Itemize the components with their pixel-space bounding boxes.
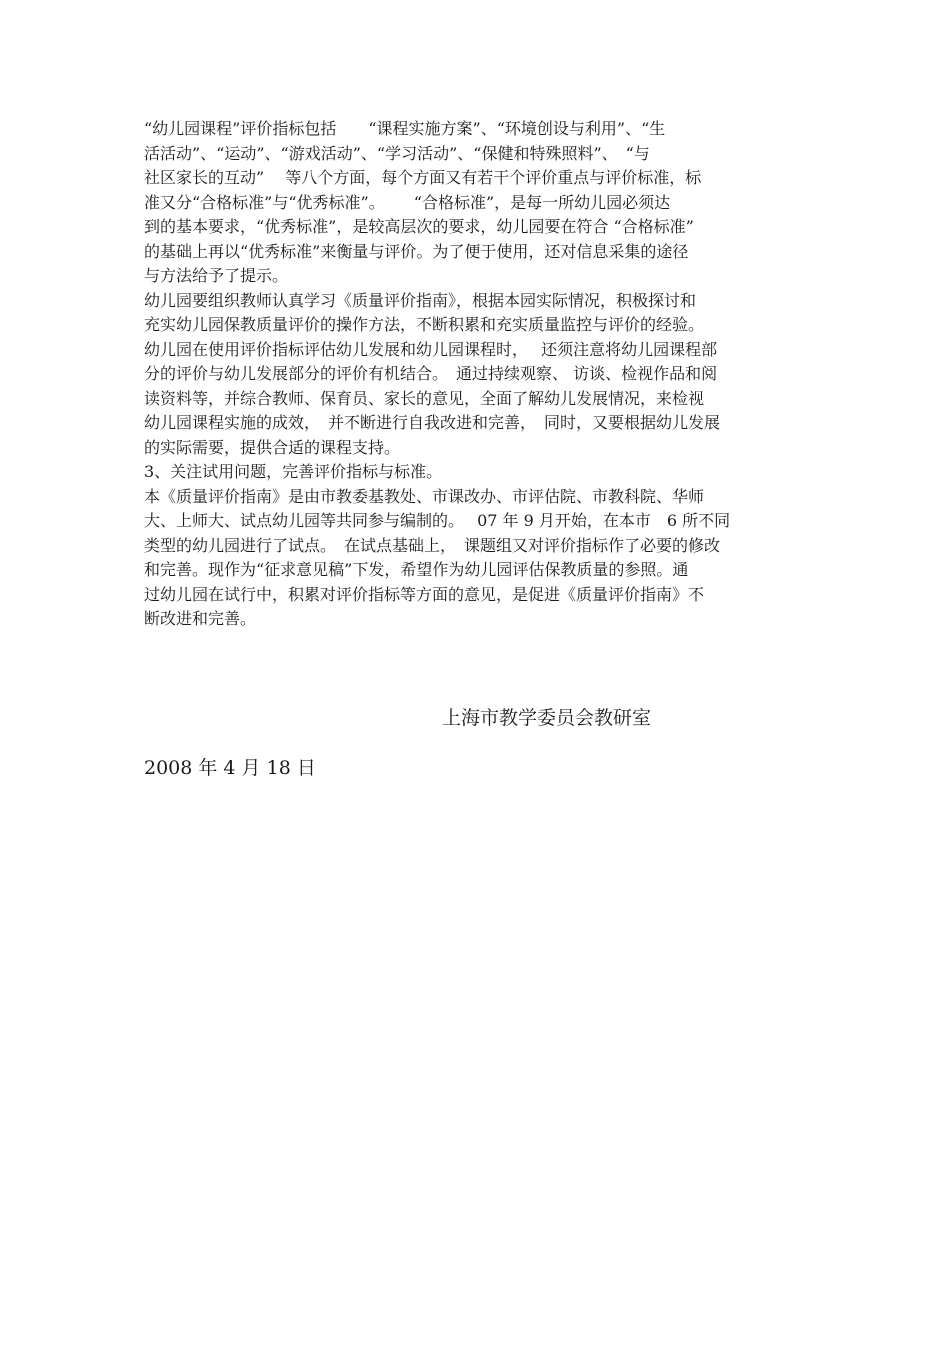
text-line: 的基础上再以“优秀标准”来衡量与评价。为了便于使用，还对信息采集的途径 [144,241,689,261]
text-line: 准又分“合格标准”与“优秀标准”。 “合格标准”，是每一所幼儿园必须达 [144,192,671,212]
text-line: 到的基本要求，“优秀标准”，是较高层次的要求，幼儿园要在符合 “合格标准” [144,217,694,236]
text-line: 充实幼儿园保教质量评价的操作方法，不断积累和充实质量监控与评价的经验。 [144,315,705,334]
text-line: 读资料等，并综合教师、保育员、家长的意见，全面了解幼儿发展情况，来检视 [144,388,705,408]
text-line: 和完善。现作为“征求意见稿”下发，希望作为幼儿园评估保教质量的参照。通 [144,560,689,579]
signature-organization: 上海市教学委员会教研室 [442,707,652,729]
text-line: 的实际需要，提供合适的课程支持。 [144,437,401,457]
text-line: 幼儿园课程实施的成效， 并不断进行自我改进和完善， 同时，又要根据幼儿发展 [144,413,721,432]
text-line: 与方法给予了提示。 [144,266,289,285]
text-line: 社区家长的互动” 等八个方面，每个方面又有若干个评价重点与评价标准，标 [144,168,702,187]
text-line: 活活动”、“运动”、“游戏活动”、“学习活动”、“保健和特殊照料”、 “与 [144,143,650,163]
text-line: 过幼儿园在试行中，积累对评价指标等方面的意见，是促进《质量评价指南》不 [144,584,705,604]
document-body [144,117,824,632]
text-line: 分的评价与幼儿发展部分的评价有机结合。 通过持续观察、 访谈、检视作品和阅 [144,364,718,383]
text-line: 幼儿园在使用评价指标评估幼儿发展和幼儿园课程时， 还须注意将幼儿园课程部 [144,339,718,359]
section-heading: 3、关注试用问题，完善评价指标与标准。 [144,462,443,481]
text-line: 幼儿园要组织教师认真学习《质量评价指南》，根据本园实际情况，积极探讨和 [144,290,697,310]
text-line: “幼儿园课程”评价指标包括 “课程实施方案”、“环境创设与利用”、“生 [144,119,666,138]
text-line: 类型的幼儿园进行了试点。 在试点基础上， 课题组又对评价指标作了必要的修改 [144,535,721,555]
text-line: 大、上师大、试点幼儿园等共同参与编制的。 07 年 9 月开始，在本市 6 所不同 [144,511,731,530]
document-date: 2008 年 4 月 18 日 [144,757,316,779]
text-line: 本《质量评价指南》是由市教委基教处、市课改办、市评估院、市教科院、华师 [144,486,705,506]
text-line: 断改进和完善。 [144,609,257,628]
